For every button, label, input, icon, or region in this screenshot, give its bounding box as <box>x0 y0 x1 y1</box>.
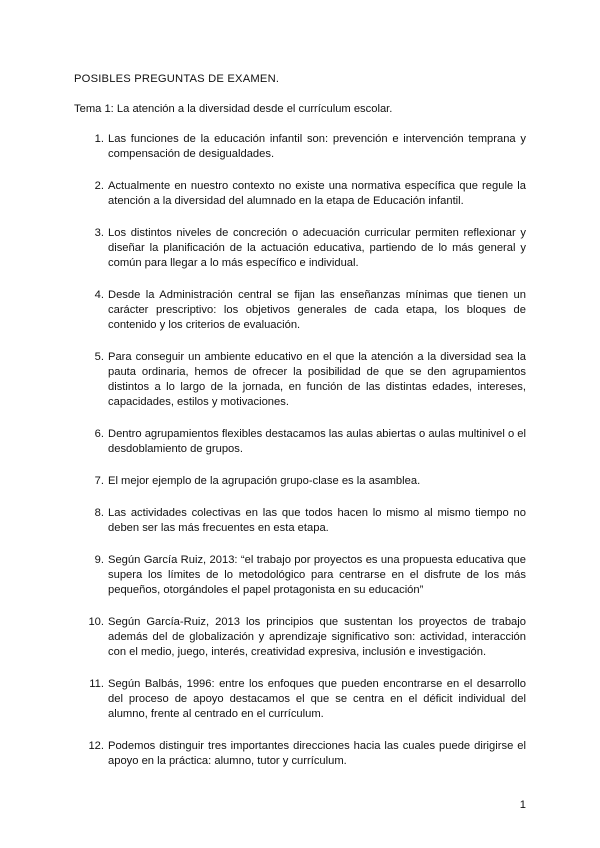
question-text: Podemos distinguir tres importantes direcciones hacia las cuales puede dirigirse el apoyo en la práctica: alumno, tutor y currículum. <box>108 740 526 767</box>
question-text: Desde la Administración central se fijan las enseñanzas mínimas que tienen un carácter prescriptivo: los objetivos generales de cada etapa, los bloques de contenido y los criterios de evaluación. <box>108 289 526 331</box>
question-number: 12. <box>88 740 104 752</box>
question-text: Según Balbás, 1996: entre los enfoques que pueden encontrarse en el desarrollo del proceso de apoyo destacamos el que se centra en el déficit individual del alumno, frente al centrado en el currículum. <box>108 678 526 720</box>
question-number: 10. <box>88 616 104 628</box>
question-item <box>74 288 526 333</box>
question-item <box>74 350 526 410</box>
question-text: El mejor ejemplo de la agrupación grupo-clase es la asamblea. <box>108 475 421 487</box>
question-item <box>74 677 526 722</box>
question-number: 11. <box>89 678 104 690</box>
question-number: 9. <box>94 554 104 566</box>
question-item <box>74 474 526 489</box>
question-item <box>74 615 526 660</box>
question-number: 4. <box>94 289 104 301</box>
question-number: 5. <box>94 351 104 363</box>
question-text: Las actividades colectivas en las que todos hacen lo mismo al mismo tiempo no deben ser las más frecuentes en esta etapa. <box>108 507 526 534</box>
question-number: 3. <box>94 227 104 239</box>
question-text: Los distintos niveles de concreción o adecuación curricular permiten reflexionar y diseñar la planificación de la actuación educativa, partiendo de lo más general y común para llegar a lo más específico e individual. <box>108 227 526 269</box>
question-item <box>74 226 526 271</box>
question-item <box>74 553 526 598</box>
question-text: Según García-Ruiz, 2013 los principios que sustentan los proyectos de trabajo además del de globalización y aprendizaje significativo son: actividad, interacción con el medio, juego, interés, creatividad expresiva, inclusión e investigación. <box>108 616 526 658</box>
question-number: 7. <box>94 475 104 487</box>
question-number: 1. <box>94 133 104 145</box>
question-number: 2. <box>94 180 104 192</box>
question-text: Dentro agrupamientos flexibles destacamos las aulas abiertas o aulas multinivel o el desdoblamiento de grupos. <box>108 428 526 455</box>
question-text: Según García Ruiz, 2013: “el trabajo por proyectos es una propuesta educativa que supera los límites de lo metodológico para centrarse en el disfrute de los más pequeños, otorgándoles el papel protagonista en su educación” <box>108 554 526 596</box>
question-item <box>74 132 526 162</box>
question-list <box>74 132 526 786</box>
question-number: 6. <box>94 428 104 440</box>
question-item <box>74 739 526 769</box>
question-number: 8. <box>94 507 104 519</box>
question-item <box>74 506 526 536</box>
document-heading: POSIBLES PREGUNTAS DE EXAMEN. <box>74 73 280 85</box>
question-text: Para conseguir un ambiente educativo en el que la atención a la diversidad sea la pauta ordinaria, hemos de ofrecer la posibilidad de que se den agrupamientos distintos a lo largo de la jornada, en función de las distintas edades, intereses, capacidades, estilos y motivaciones. <box>108 351 526 408</box>
page-number: 1 <box>519 799 526 811</box>
question-item <box>74 427 526 457</box>
question-text: Actualmente en nuestro contexto no existe una normativa específica que regule la atención a la diversidad del alumnado en la etapa de Educación infantil. <box>108 180 526 207</box>
question-item <box>74 179 526 209</box>
question-text: Las funciones de la educación infantil son: prevención e intervención temprana y compensación de desigualdades. <box>108 133 526 160</box>
topic-title: Tema 1: La atención a la diversidad desde el currículum escolar. <box>74 103 393 115</box>
